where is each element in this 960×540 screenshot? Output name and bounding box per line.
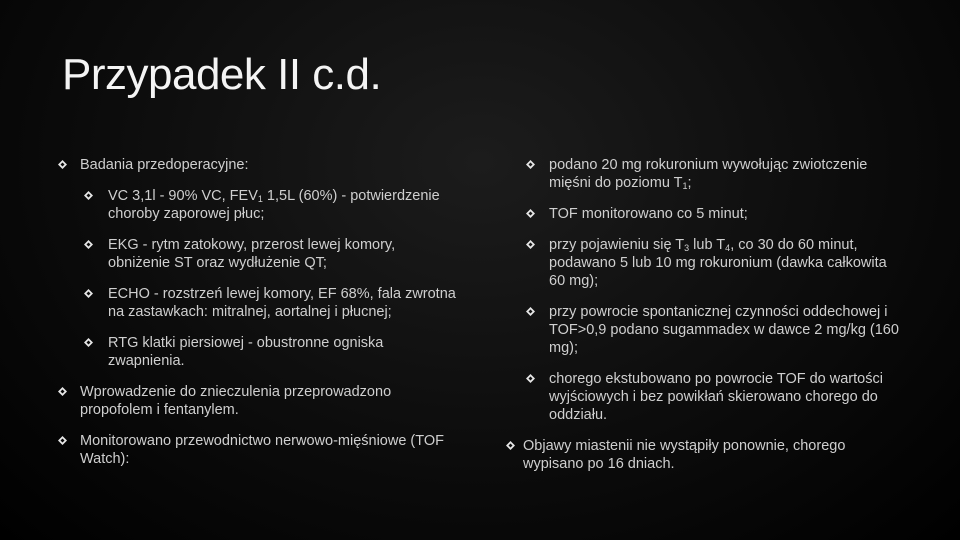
bullet-item [58, 432, 458, 468]
bullet-text: Badania przedoperacyjne: [80, 157, 249, 173]
bullet-text: Objawy miastenii nie wystąpiły ponownie, chorego wypisano po 16 dniach. [523, 438, 846, 472]
bullet-text: Wprowadzenie do znieczulenia przeprowadzono propofolem i fentanylem. [80, 384, 392, 418]
bullet-item [506, 236, 906, 290]
diamond-bullet-icon [526, 307, 535, 316]
diamond-bullet-icon [58, 387, 67, 396]
bullet-item [58, 383, 458, 419]
right-column [506, 150, 906, 473]
bullet-text: VC 3,1l - 90% VC, $FEV_1$ 1,5L (60%) - potwierdzenie choroby zaporowej płuc; [108, 188, 440, 222]
bullet-text: przy pojawieniu się $T_3$ lub $T_4$, co 30 do 60 minut, podawano 5 lub 10 mg rokuronium (dawka całkowita 60 mg); [549, 237, 887, 289]
bullet-text: chorego ekstubowano po powrocie TOF do wartości wyjściowych i bez powikłań skierowano chorego do oddziału. [549, 371, 883, 423]
bullet-text: ECHO - rozstrzeń lewej komory, EF 68%, fala zwrotna na zastawkach: mitralnej, aortalnej i płucnej; [108, 286, 456, 320]
bullet-item [506, 156, 906, 192]
diamond-bullet-icon [526, 160, 535, 169]
bullet-text: EKG - rytm zatokowy, przerost lewej komory, obniżenie ST oraz wydłużenie QT; [108, 237, 396, 271]
bullet-item [58, 156, 458, 174]
left-column [58, 150, 458, 468]
bullet-text: Monitorowano przewodnictwo nerwowo-mięśniowe (TOF Watch): [80, 433, 444, 467]
diamond-bullet-icon [84, 240, 93, 249]
bullet-item [506, 303, 906, 357]
bullet-item [506, 205, 906, 223]
bullet-item [506, 437, 906, 473]
bullet-item [58, 334, 458, 370]
bullet-text: podano 20 mg rokuronium wywołując zwiotczenie mięśni do poziomu $T_1$; [549, 157, 868, 191]
bullet-item [58, 236, 458, 272]
diamond-bullet-icon [526, 209, 535, 218]
diamond-bullet-icon [526, 240, 535, 249]
bullet-text: TOF monitorowano co 5 minut; [549, 206, 748, 222]
diamond-bullet-icon [84, 338, 93, 347]
bullet-text: RTG klatki piersiowej - obustronne ogniska zwapnienia. [108, 335, 384, 369]
diamond-bullet-icon [84, 191, 93, 200]
bullet-text: przy powrocie spontanicznej czynności oddechowej i TOF>0,9 podano sugammadex w dawce 2 mg/kg (160 mg); [549, 304, 899, 356]
bullet-item [58, 285, 458, 321]
diamond-bullet-icon [526, 374, 535, 383]
diamond-bullet-icon [58, 160, 67, 169]
bullet-item [506, 370, 906, 424]
slide-title: Przypadek II c.d. [62, 50, 382, 99]
diamond-bullet-icon [84, 289, 93, 298]
bullet-item [58, 187, 458, 223]
diamond-bullet-icon [506, 441, 515, 450]
diamond-bullet-icon [58, 436, 67, 445]
